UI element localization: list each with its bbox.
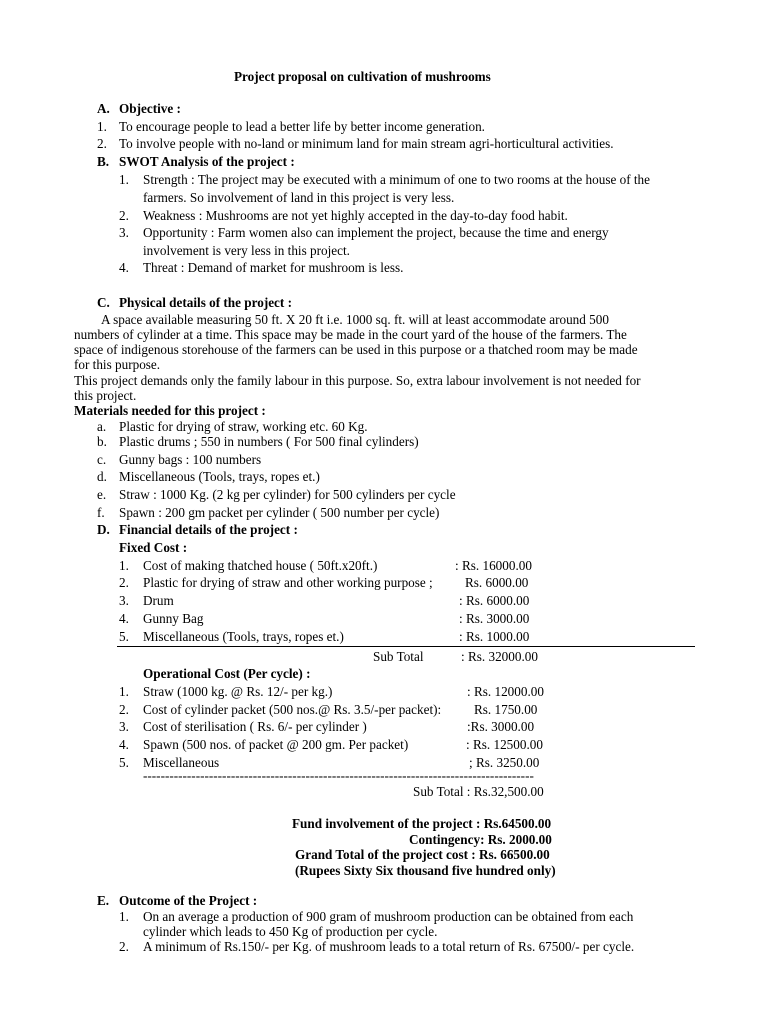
fixed-row-1-num: 1. — [119, 558, 129, 573]
material-c-letter: c. — [97, 452, 107, 467]
op-row-1-amount: : Rs. 12000.00 — [467, 684, 544, 699]
material-b: Plastic drums ; 550 in numbers ( For 500 final cylinders) — [119, 434, 419, 449]
operational-subtotal: Sub Total : Rs.32,500.00 — [413, 784, 544, 799]
fixed-subtotal-label: Sub Total — [373, 649, 424, 664]
fixed-cost-rule — [117, 646, 695, 647]
dashed-separator: ----------------------------------------------------------------------------------------- — [143, 768, 534, 783]
fixed-row-1-item: Cost of making thatched house ( 50ft.x20ft.) — [143, 558, 378, 573]
section-b-marker: B. — [97, 154, 110, 169]
fixed-row-4-item: Gunny Bag — [143, 611, 204, 626]
op-row-2-amount: Rs. 1750.00 — [474, 702, 538, 717]
section-a-marker: A. — [97, 101, 110, 116]
material-d-letter: d. — [97, 469, 107, 484]
op-row-3-item: Cost of sterilisation ( Rs. 6/- per cylinder ) — [143, 719, 367, 734]
fixed-row-1-amount: : Rs. 16000.00 — [455, 558, 532, 573]
swot-weakness: Weakness : Mushrooms are not yet highly accepted in the day-to-day food habit. — [143, 208, 568, 223]
grand-total-in-words: (Rupees Sixty Six thousand five hundred only) — [295, 863, 556, 878]
swot-item-2-num: 2. — [119, 208, 129, 223]
fixed-subtotal-value: : Rs. 32000.00 — [461, 649, 538, 664]
op-row-5-num: 5. — [119, 755, 129, 770]
section-c-heading: Physical details of the project : — [119, 295, 292, 310]
operational-cost-heading: Operational Cost (Per cycle) : — [143, 666, 311, 681]
fund-involvement: Fund involvement of the project : Rs.64500.00 — [292, 816, 552, 831]
outcome-item-1-num: 1. — [119, 909, 129, 924]
physical-para-1-line-3: space of indigenous storehouse of the farmers can be used in this purpose or a thatched room may be made — [74, 342, 638, 357]
material-a-letter: a. — [97, 419, 107, 434]
physical-para-2-line-2: this project. — [74, 388, 137, 403]
op-row-4-item: Spawn (500 nos. of packet @ 200 gm. Per packet) — [143, 737, 409, 752]
section-d-marker: D. — [97, 522, 110, 537]
op-row-4-num: 4. — [119, 737, 129, 752]
fixed-row-3-item: Drum — [143, 593, 174, 608]
grand-total: Grand Total of the project cost : Rs. 66500.00 — [295, 847, 550, 862]
outcome-item-1-line-2: cylinder which leads to 450 Kg of production per cycle. — [143, 924, 438, 939]
objective-item-2-num: 2. — [97, 136, 107, 151]
fixed-cost-heading: Fixed Cost : — [119, 540, 188, 555]
fixed-row-2-num: 2. — [119, 575, 129, 590]
fixed-row-2-amount: Rs. 6000.00 — [465, 575, 529, 590]
objective-item-1-num: 1. — [97, 119, 107, 134]
physical-para-1-line-4: for this purpose. — [74, 357, 161, 372]
fixed-row-5-amount: : Rs. 1000.00 — [459, 629, 530, 644]
materials-heading: Materials needed for this project : — [74, 403, 266, 418]
swot-item-1-num: 1. — [119, 172, 129, 187]
contingency: Contingency: Rs. 2000.00 — [409, 832, 552, 847]
swot-opportunity-line-1: Opportunity : Farm women also can implement the project, because the time and energy — [143, 225, 609, 240]
swot-threat: Threat : Demand of market for mushroom is less. — [143, 260, 404, 275]
op-row-5-amount: ; Rs. 3250.00 — [469, 755, 540, 770]
swot-strength-line-2: farmers. So involvement of land in this project is very less. — [143, 190, 455, 205]
swot-item-3-num: 3. — [119, 225, 129, 240]
fixed-row-3-num: 3. — [119, 593, 129, 608]
physical-para-2-line-1: This project demands only the family labour in this purpose. So, extra labour involvement is not needed for — [74, 373, 641, 388]
op-row-1-num: 1. — [119, 684, 129, 699]
op-row-3-num: 3. — [119, 719, 129, 734]
fixed-row-2-item: Plastic for drying of straw and other working purpose ; — [143, 575, 433, 590]
section-a-heading: Objective : — [119, 101, 181, 116]
material-f-letter: f. — [97, 505, 105, 520]
swot-item-4-num: 4. — [119, 260, 129, 275]
op-row-3-amount: :Rs. 3000.00 — [467, 719, 535, 734]
material-a: Plastic for drying of straw, working etc. 60 Kg. — [119, 419, 368, 434]
fixed-row-3-amount: : Rs. 6000.00 — [459, 593, 530, 608]
objective-item-1: To encourage people to lead a better life by better income generation. — [119, 119, 485, 134]
section-b-heading: SWOT Analysis of the project : — [119, 154, 295, 169]
material-c: Gunny bags : 100 numbers — [119, 452, 262, 467]
op-row-2-num: 2. — [119, 702, 129, 717]
op-row-5-item: Miscellaneous — [143, 755, 220, 770]
swot-strength-line-1: Strength : The project may be executed with a minimum of one to two rooms at the house of the — [143, 172, 650, 187]
fixed-row-4-amount: : Rs. 3000.00 — [459, 611, 530, 626]
material-d: Miscellaneous (Tools, trays, ropes et.) — [119, 469, 320, 484]
objective-item-2: To involve people with no-land or minimum land for main stream agri-horticultural activities. — [119, 136, 614, 151]
fixed-row-5-item: Miscellaneous (Tools, trays, ropes et.) — [143, 629, 344, 644]
outcome-item-2-num: 2. — [119, 939, 129, 954]
section-e-marker: E. — [97, 893, 110, 908]
physical-para-1-line-2: numbers of cylinder at a time. This space may be made in the court yard of the house of the farmers. The — [74, 327, 627, 342]
material-e-letter: e. — [97, 487, 107, 502]
outcome-item-1-line-1: On an average a production of 900 gram of mushroom production can be obtained from each — [143, 909, 634, 924]
page-title: Project proposal on cultivation of mushrooms — [234, 69, 491, 84]
fixed-row-4-num: 4. — [119, 611, 129, 626]
material-b-letter: b. — [97, 434, 107, 449]
material-e: Straw : 1000 Kg. (2 kg per cylinder) for 500 cylinders per cycle — [119, 487, 456, 502]
op-row-4-amount: : Rs. 12500.00 — [466, 737, 543, 752]
section-c-marker: C. — [97, 295, 110, 310]
swot-opportunity-line-2: involvement is very less in this project. — [143, 243, 350, 258]
section-e-heading: Outcome of the Project : — [119, 893, 258, 908]
outcome-item-2: A minimum of Rs.150/- per Kg. of mushroom leads to a total return of Rs. 67500/- per cycle. — [143, 939, 635, 954]
material-f: Spawn : 200 gm packet per cylinder ( 500 number per cycle) — [119, 505, 440, 520]
physical-para-1-line-1: A space available measuring 50 ft. X 20 ft i.e. 1000 sq. ft. will at least accommodate around 500 — [101, 312, 609, 327]
section-d-heading: Financial details of the project : — [119, 522, 298, 537]
fixed-row-5-num: 5. — [119, 629, 129, 644]
op-row-2-item: Cost of cylinder packet (500 nos.@ Rs. 3.5/-per packet): — [143, 702, 442, 717]
op-row-1-item: Straw (1000 kg. @ Rs. 12/- per kg.) — [143, 684, 333, 699]
